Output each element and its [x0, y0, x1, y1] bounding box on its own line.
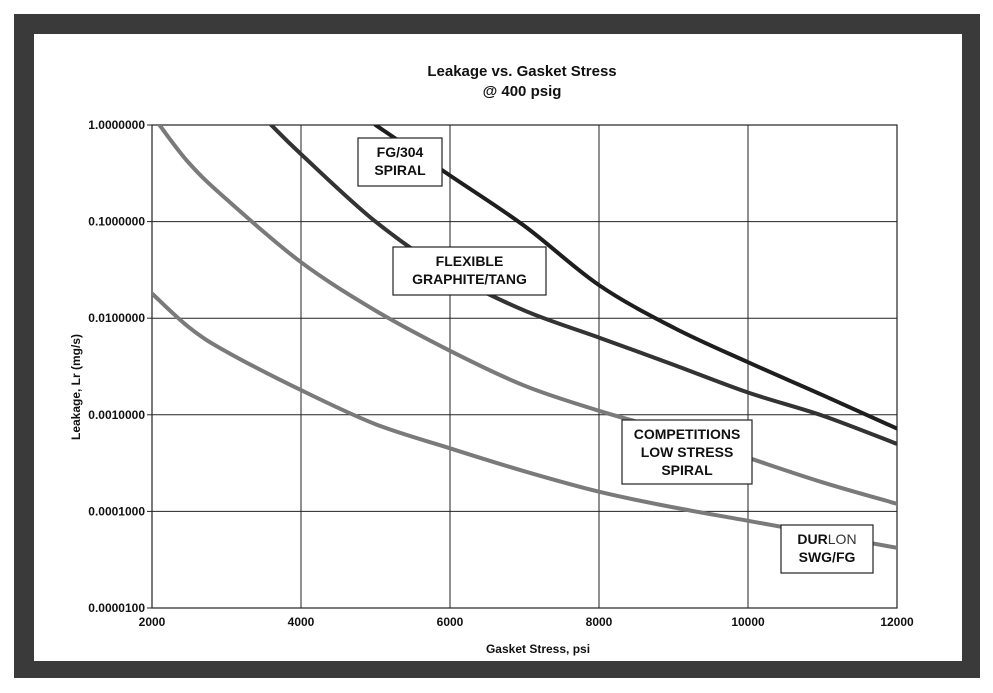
y-axis-label: Leakage, Lr (mg/s)	[69, 333, 83, 441]
chart-subtitle: @ 400 psig	[482, 83, 562, 100]
y-tick-label: 0.0010000	[88, 407, 145, 422]
annotation-line: GRAPHITE/TANG	[412, 271, 527, 287]
annotation-line: SPIRAL	[374, 162, 426, 178]
annotation-box-3	[781, 525, 873, 573]
y-tick-label: 0.0100000	[88, 311, 145, 326]
x-tick-label: 2000	[138, 615, 166, 629]
annotation-line: FG/304	[376, 144, 424, 160]
chart-frame	[14, 14, 980, 678]
annotation-line: COMPETITIONS	[633, 426, 741, 442]
annotation-line: SWG/FG	[798, 549, 856, 565]
y-tick-label: 0.1000000	[88, 214, 145, 229]
x-tick-label: 4000	[287, 615, 315, 629]
chart-panel	[34, 34, 962, 661]
annotation-line: SPIRAL	[661, 462, 713, 478]
y-tick-label: 0.0000100	[88, 601, 145, 615]
x-tick-label: 12000	[880, 615, 914, 629]
x-tick-label: 6000	[436, 615, 464, 629]
annotation-box-2	[622, 420, 752, 484]
chart-title: Leakage vs. Gasket Stress	[427, 63, 617, 80]
annotation-box-0	[358, 138, 442, 186]
annotation-box-1	[393, 247, 546, 295]
leakage-chart	[34, 34, 962, 661]
annotation-line: FLEXIBLE	[435, 253, 504, 269]
annotation-line: DURLON	[797, 531, 857, 547]
x-axis-label: Gasket Stress, psi	[485, 642, 591, 656]
x-tick-label: 10000	[731, 615, 765, 629]
y-tick-label: 0.0001000	[88, 504, 145, 519]
annotation-line: LOW STRESS	[640, 444, 734, 460]
x-tick-label: 8000	[585, 615, 613, 629]
y-tick-label: 1.0000000	[88, 118, 145, 132]
